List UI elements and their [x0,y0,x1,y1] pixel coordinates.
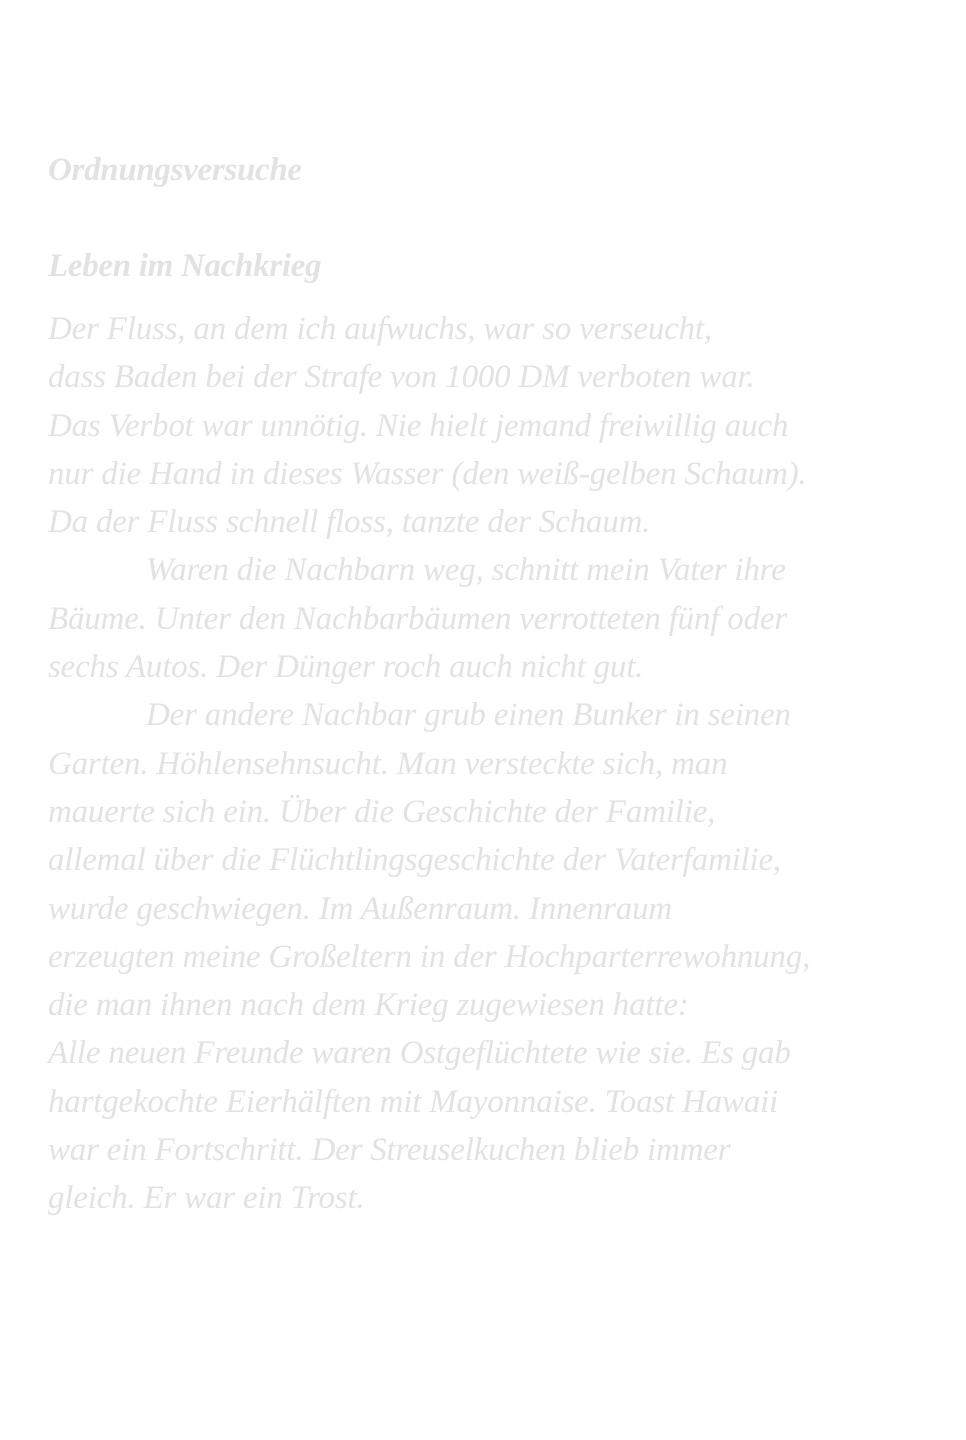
text-line: hartgekochte Eierhälften mit Mayonnaise. Toast Hawaii [48,1083,779,1120]
text-line: mauerte sich ein. Über die Geschichte der Familie, [48,793,716,830]
text-line: dass Baden bei der Strafe von 1000 DM verboten war. [48,359,755,396]
text-line: Da der Fluss schnell floss, tanzte der Schaum. [48,504,651,541]
text-line: wurde geschwiegen. Im Außenraum. Innenraum [48,890,672,927]
text-line: Der andere Nachbar grub einen Bunker in seinen [146,697,791,734]
text-line: Das Verbot war unnötig. Nie hielt jemand freiwillig auch [48,407,789,444]
body-text [48,305,948,1223]
text-line: allemal über die Flüchtlingsgeschichte der Vaterfamilie, [48,842,781,879]
section-title: Ordnungsversuche [48,152,302,188]
text-line: Der Fluss, an dem ich aufwuchs, war so verseucht, [48,311,712,347]
subsection-title: Leben im Nachkrieg [48,248,322,284]
text-line: war ein Fortschritt. Der Streuselkuchen blieb immer [48,1132,731,1169]
text-line: sechs Autos. Der Dünger roch auch nicht gut. [48,649,644,686]
text-line: gleich. Er war ein Trost. [48,1180,365,1217]
text-line: Garten. Höhlensehnsucht. Man versteckte sich, man [48,745,728,782]
text-line: nur die Hand in dieses Wasser (den weiß-gelben Schaum). [48,455,807,492]
text-line: erzeugten meine Großeltern in der Hochparterrewohnung, [48,938,811,975]
text-line: Alle neuen Freunde waren Ostgeflüchtete wie sie. Es gab [48,1035,791,1072]
text-line: Bäume. Unter den Nachbarbäumen verrotteten fünf oder [48,600,787,637]
text-line: Waren die Nachbarn weg, schnitt mein Vater ihre [146,552,786,589]
text-line: die man ihnen nach dem Krieg zugewiesen hatte: [48,987,689,1024]
